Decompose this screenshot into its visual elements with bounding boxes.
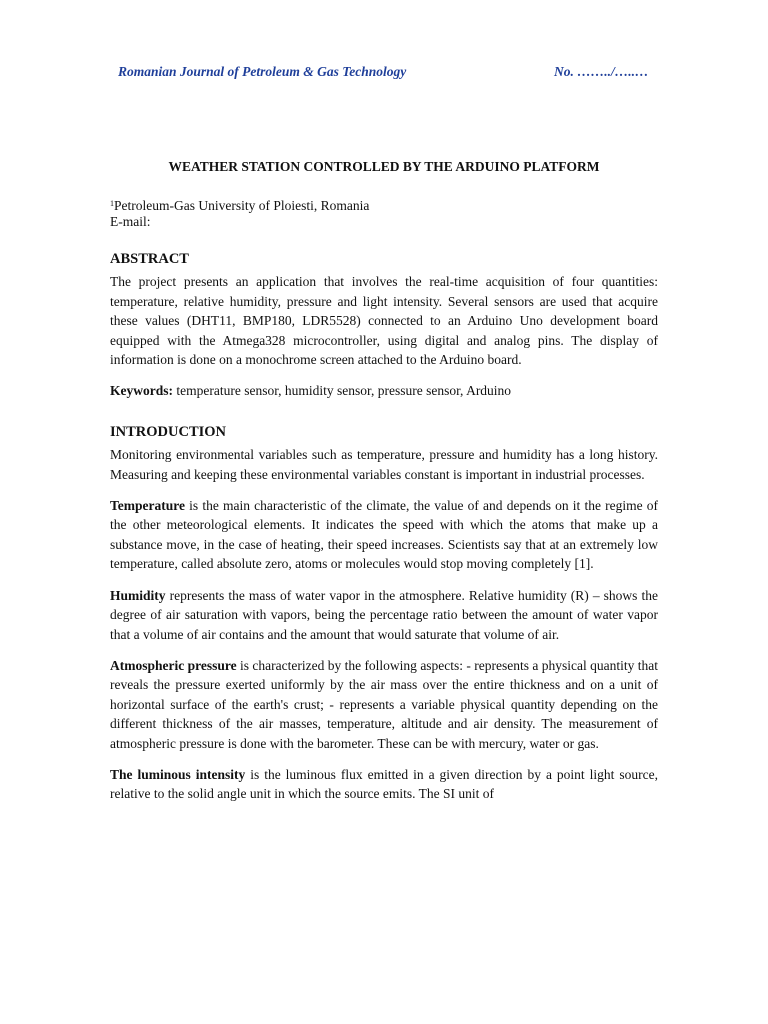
- keywords-paragraph: [110, 381, 658, 400]
- humidity-paragraph: [110, 586, 658, 644]
- luminous-text: is the luminous flux emitted in a given direction by a point light source, relative to the solid angle unit in which the source emits. The SI unit of: [110, 766, 658, 802]
- abstract-text: The project presents an application that involves the real-time acquisition of four quantities: temperature, relative humidity, pressure and light intensity. Several sensors are used that acquire these values (DHT11, BMP180, LDR5528) connected to an Arduino Uno development board equipped with the Atmega328 microcontroller, using digital and analog pins. The display of information is done on a monochrome screen attached to the Arduino board.: [110, 274, 658, 368]
- temperature-term: Temperature: [110, 498, 185, 514]
- luminous-term: The luminous intensity: [110, 766, 246, 782]
- affiliation-block: [110, 198, 658, 230]
- issue-number: No. ……../…..…: [554, 64, 649, 79]
- temperature-paragraph: [110, 496, 658, 574]
- keywords-label: Keywords:: [110, 383, 173, 399]
- affiliation-text: Petroleum-Gas University of Ploiesti, Romania: [114, 198, 370, 213]
- introduction-paragraph: Monitoring environmental variables such as temperature, pressure and humidity has a long history. Measuring and keeping these environmental variables constant is important in industrial processes.: [110, 447, 658, 482]
- pressure-text: is characterized by the following aspects: - represents a physical quantity that reveals the pressure exerted uniformly by the air mass over the entire thickness and on a unit of horizontal surface of the earth's crust; - represents a variable physical quantity depending on the different thickness of the air masses, temperature, altitude and air density. The measurement of atmospheric pressure is done with the barometer. These can be with mercury, water or gas.: [110, 657, 658, 751]
- luminous-paragraph: [110, 765, 658, 804]
- paper-body: [110, 250, 658, 816]
- introduction-heading: INTRODUCTION: [110, 423, 227, 440]
- keywords-text: temperature sensor, humidity sensor, pressure sensor, Arduino: [173, 383, 512, 399]
- paper-title: WEATHER STATION CONTROLLED BY THE ARDUINO PLATFORM: [168, 159, 600, 174]
- affiliation-line: [110, 198, 658, 214]
- abstract-heading: ABSTRACT: [110, 251, 189, 267]
- email-line: E-mail:: [110, 214, 151, 229]
- pressure-term: Atmospheric pressure: [110, 657, 237, 673]
- humidity-term: Humidity: [110, 587, 166, 603]
- section-gap: [110, 413, 658, 423]
- journal-name: Romanian Journal of Petroleum & Gas Technology: [118, 64, 407, 79]
- running-header: [118, 64, 658, 84]
- humidity-text: represents the mass of water vapor in the atmosphere. Relative humidity (R) – shows the degree of air saturation with vapors, being the percentage ratio between the amount of water vapor that a volume of air contains and the amount that would saturate that volume of air.: [110, 587, 658, 642]
- affiliation-superscript: 1: [110, 199, 114, 208]
- pressure-paragraph: [110, 656, 658, 753]
- temperature-text: is the main characteristic of the climate, the value of and depends on it the regime of the other meteorological elements. It indicates the speed with which the atoms that make up a substance move, in the case of heating, their speed increases. Scientists say that at an extremely low temperature, called absolute zero, atoms or molecules would stop moving completely [1].: [110, 498, 658, 572]
